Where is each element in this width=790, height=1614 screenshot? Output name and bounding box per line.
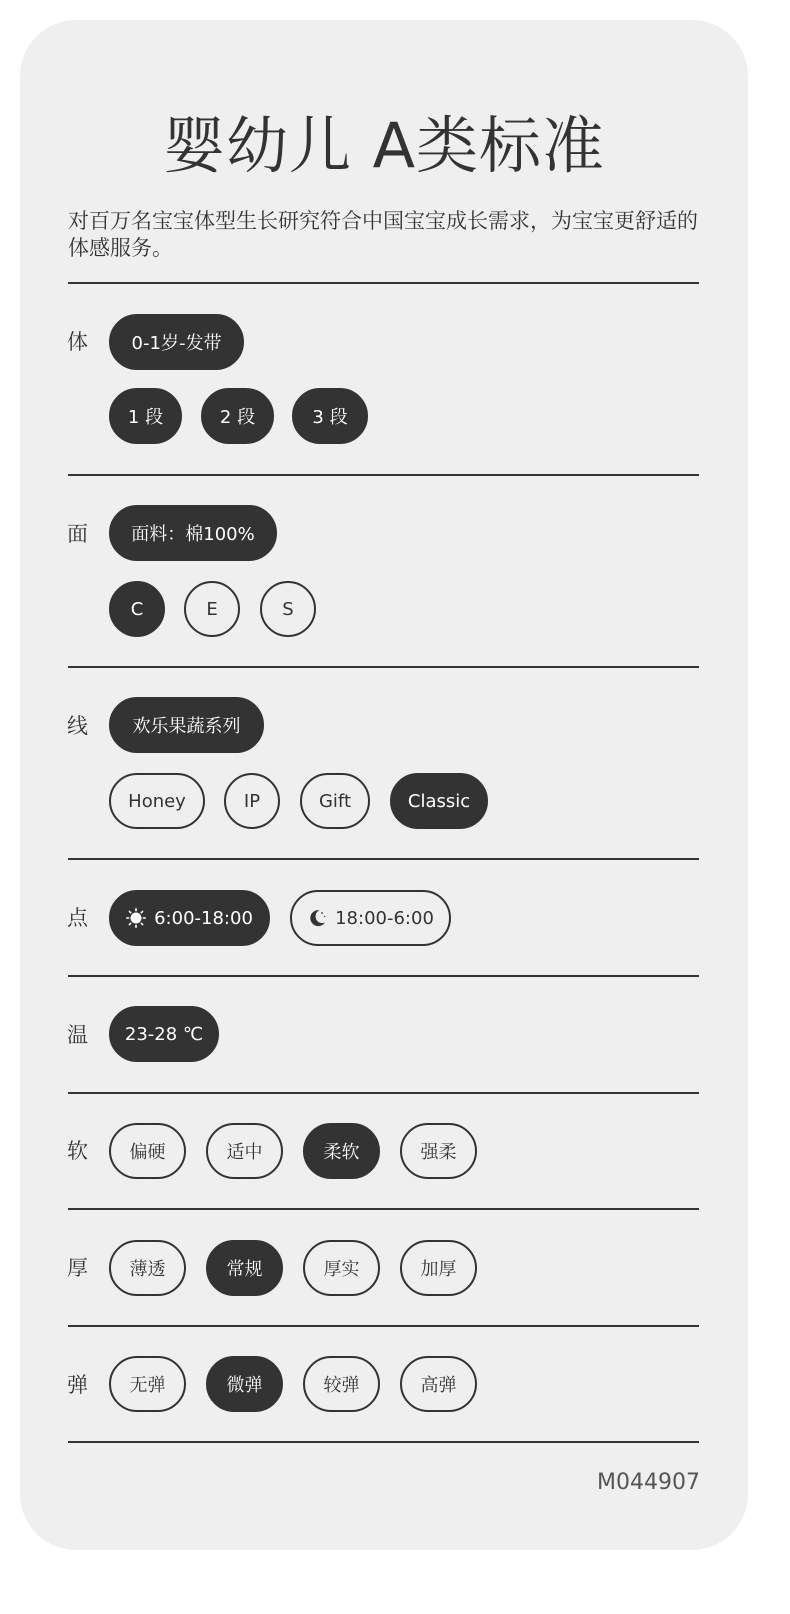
description: 对百万名宝宝体型生长研究符合中国宝宝成长需求，为宝宝更舒适的体感服务。 bbox=[68, 209, 698, 260]
row-label-elasticity: 弹 bbox=[67, 1373, 88, 1397]
thickness-regular-button[interactable]: 常规 bbox=[206, 1240, 283, 1296]
divider bbox=[68, 1208, 699, 1210]
daytime-button[interactable] bbox=[109, 890, 270, 946]
daytime-label: 6:00-18:00 bbox=[154, 907, 253, 929]
softness-medium-button[interactable]: 适中 bbox=[206, 1123, 283, 1179]
line-classic-button[interactable]: Classic bbox=[390, 773, 488, 829]
stage-2-button[interactable]: 2 段 bbox=[201, 388, 274, 444]
line-ip-button[interactable]: IP bbox=[224, 773, 280, 829]
stage-1-button[interactable]: 1 段 bbox=[109, 388, 182, 444]
fabric-tag: 面料：棉100% bbox=[109, 505, 277, 561]
divider bbox=[68, 666, 699, 668]
softness-extra-soft-button[interactable]: 强柔 bbox=[400, 1123, 477, 1179]
divider bbox=[68, 1441, 699, 1443]
row-label-temp: 温 bbox=[67, 1023, 88, 1047]
page-title: 婴幼儿 A类标准 bbox=[162, 109, 606, 182]
nighttime-button[interactable] bbox=[290, 890, 451, 946]
divider bbox=[68, 1092, 699, 1094]
elasticity-high-button[interactable]: 高弹 bbox=[400, 1356, 477, 1412]
row-label-time: 点 bbox=[67, 906, 88, 930]
thickness-thick-button[interactable]: 厚实 bbox=[303, 1240, 380, 1296]
thickness-extra-thick-button[interactable]: 加厚 bbox=[400, 1240, 477, 1296]
fabric-e-button[interactable]: E bbox=[184, 581, 240, 637]
sun-icon bbox=[126, 908, 146, 928]
divider bbox=[68, 975, 699, 977]
stage-3-button[interactable]: 3 段 bbox=[292, 388, 368, 444]
fabric-c-button[interactable]: C bbox=[109, 581, 165, 637]
elasticity-slight-button[interactable]: 微弹 bbox=[206, 1356, 283, 1412]
nighttime-label: 18:00-6:00 bbox=[335, 907, 434, 929]
divider bbox=[68, 858, 699, 860]
divider bbox=[68, 282, 699, 284]
line-gift-button[interactable]: Gift bbox=[300, 773, 370, 829]
row-label-thickness: 厚 bbox=[67, 1256, 88, 1280]
row-label-line: 线 bbox=[67, 714, 88, 738]
fabric-s-button[interactable]: S bbox=[260, 581, 316, 637]
age-tag: 0-1岁-发带 bbox=[109, 314, 244, 370]
softness-hard-button[interactable]: 偏硬 bbox=[109, 1123, 186, 1179]
divider bbox=[68, 474, 699, 476]
elasticity-moderate-button[interactable]: 较弹 bbox=[303, 1356, 380, 1412]
elasticity-none-button[interactable]: 无弹 bbox=[109, 1356, 186, 1412]
series-tag: 欢乐果蔬系列 bbox=[109, 697, 264, 753]
product-code: M044907 bbox=[597, 1470, 700, 1495]
thickness-thin-button[interactable]: 薄透 bbox=[109, 1240, 186, 1296]
divider bbox=[68, 1325, 699, 1327]
row-label-body: 体 bbox=[67, 330, 88, 354]
softness-soft-button[interactable]: 柔软 bbox=[303, 1123, 380, 1179]
moon-icon bbox=[307, 908, 327, 928]
temperature-tag: 23-28 ℃ bbox=[109, 1006, 219, 1062]
line-honey-button[interactable]: Honey bbox=[109, 773, 205, 829]
spec-card bbox=[20, 20, 748, 1550]
row-label-fabric: 面 bbox=[67, 522, 88, 546]
row-label-softness: 软 bbox=[67, 1139, 88, 1163]
